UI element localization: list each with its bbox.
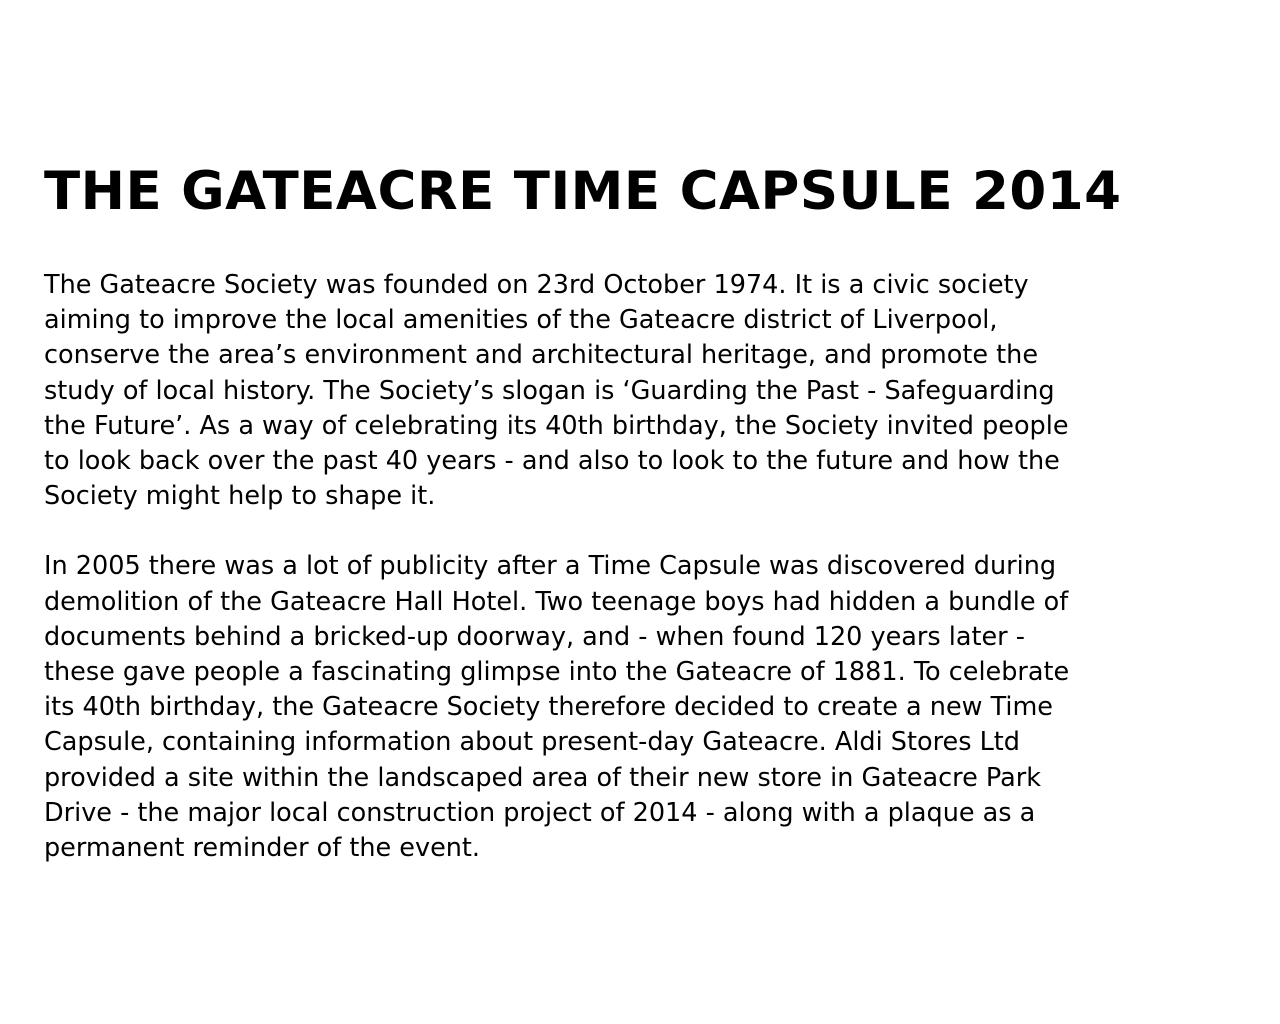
paragraph-line: conserve the area’s environment and architectural heritage, and promote the bbox=[44, 340, 1039, 371]
paragraph-line: demolition of the Gateacre Hall Hotel. Two teenage boys had hidden a bundle of bbox=[44, 586, 1069, 617]
paragraph-line: permanent reminder of the event. bbox=[44, 833, 481, 864]
paragraph-line: documents behind a bricked-up doorway, and - when found 120 years later - bbox=[44, 621, 1025, 652]
paragraph-line: these gave people a fascinating glimpse into the Gateacre of 1881. To celebrate bbox=[44, 657, 1070, 688]
paragraph-intro bbox=[44, 268, 1236, 514]
paragraph-history bbox=[44, 549, 1236, 866]
paragraph-line: to look back over the past 40 years - and also to look to the future and how the bbox=[44, 446, 1060, 477]
paragraph-line: provided a site within the landscaped area of their new store in Gateacre Park bbox=[44, 762, 1042, 793]
paragraph-line: study of local history. The Society’s slogan is ‘Guarding the Past - Safeguarding bbox=[44, 375, 1055, 406]
document-page bbox=[44, 160, 1236, 866]
paragraph-line: its 40th birthday, the Gateacre Society therefore decided to create a new Time bbox=[44, 692, 1053, 723]
paragraph-line: Drive - the major local construction project of 2014 - along with a plaque as a bbox=[44, 797, 1036, 828]
paragraph-line: the Future’. As a way of celebrating its 40th birthday, the Society invited people bbox=[44, 410, 1069, 441]
paragraph-line: Capsule, containing information about present-day Gateacre. Aldi Stores Ltd bbox=[44, 727, 1020, 758]
paragraph-line: In 2005 there was a lot of publicity after a Time Capsule was discovered during bbox=[44, 551, 1057, 582]
paragraph-line: The Gateacre Society was founded on 23rd October 1974. It is a civic society bbox=[44, 270, 1029, 300]
paragraph-line: aiming to improve the local amenities of the Gateacre district of Liverpool, bbox=[44, 305, 998, 336]
page-title: THE GATEACRE TIME CAPSULE 2014 bbox=[44, 161, 1122, 222]
paragraph-line: Society might help to shape it. bbox=[44, 481, 436, 512]
